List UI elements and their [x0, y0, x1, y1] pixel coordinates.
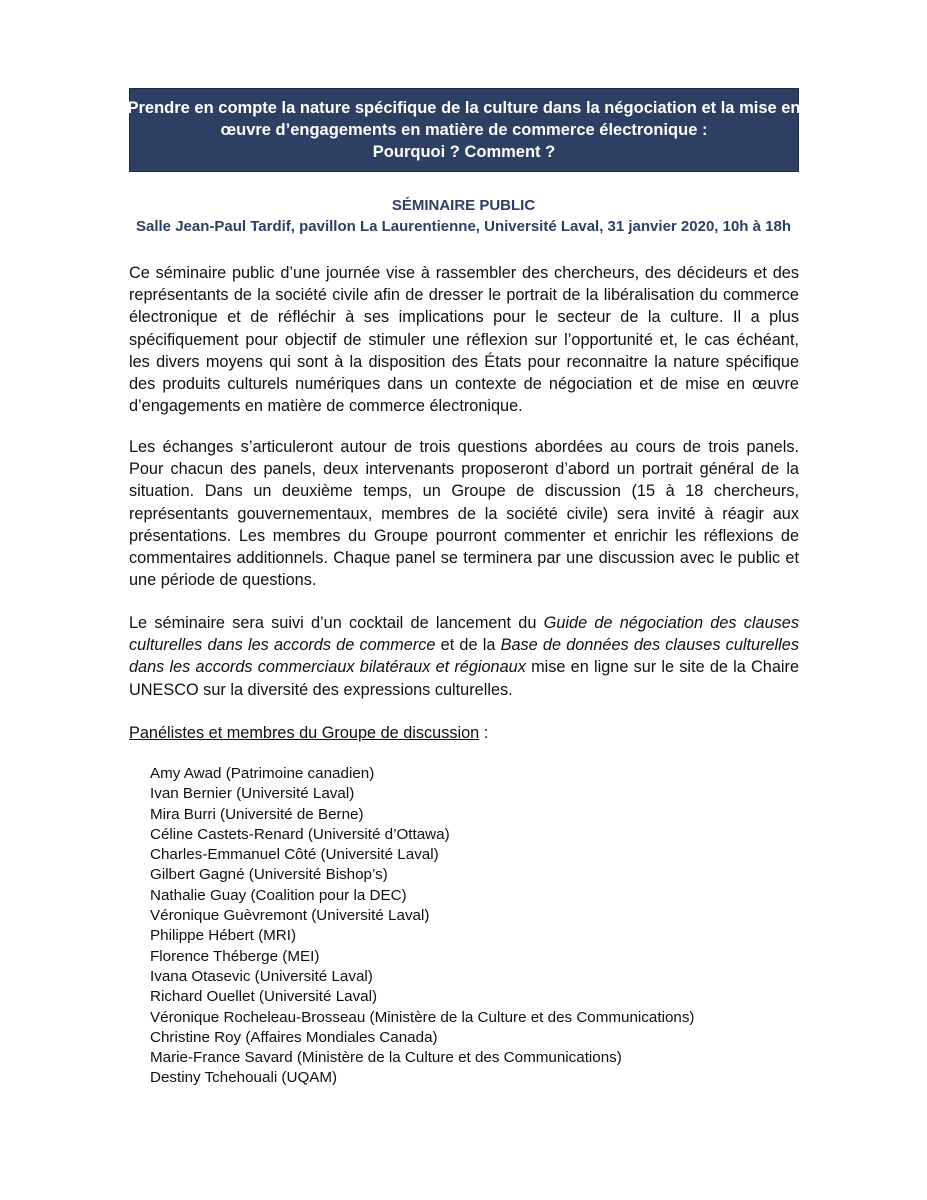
panel-heading-suffix: :: [479, 724, 489, 742]
member-item: Christine Roy (Affaires Mondiales Canada): [150, 1028, 438, 1046]
database-title: Base de données des clauses culturelles: [500, 636, 799, 655]
member-item: Philippe Hébert (MRI): [150, 927, 297, 945]
paragraph-line: [129, 656, 799, 678]
member-item: Amy Awad (Patrimoine canadien): [150, 765, 375, 782]
guide-title: Guide de négociation des clauses: [543, 614, 799, 632]
paragraph-line: UNESCO sur la diversité des expressions culturelles.: [129, 680, 513, 699]
paragraph-line: Ce séminaire public d’une journée vise à rassembler des chercheurs, des décideurs et des: [129, 264, 799, 282]
member-item: Gilbert Gagné (Université Bishop’s): [150, 866, 388, 884]
title-line-1: Prendre en compte la nature spécifique de la culture dans la négociation et la mise en: [127, 99, 801, 117]
paragraph-line: représentants gouvernementaux, membres de la société civile) sera invité à réagir aux: [129, 504, 799, 523]
title-banner: [129, 88, 799, 172]
member-item: Charles-Emmanuel Côté (Université Laval): [150, 846, 439, 864]
panel-heading: [129, 722, 799, 744]
member-item: Destiny Tchehouali (UQAM): [150, 1069, 338, 1087]
member-item: Richard Ouellet (Université Laval): [150, 988, 378, 1006]
members-list: [150, 764, 695, 1089]
paragraph-line: spécifiquement pour objectif de stimuler une réflexion sur l’opportunité et, le cas échéant,: [129, 330, 799, 349]
paragraph-line: des produits culturels numériques dans un contexte de négociation et de mise en œuvre: [129, 374, 799, 393]
paragraph-line: les divers moyens qui sont à la disposition des États pour reconnaitre la nature spécifique: [129, 352, 799, 371]
guide-title-cont: culturelles dans les accords de commerce: [129, 636, 436, 655]
paragraph-line: d’engagements en matière de commerce électronique.: [129, 397, 523, 416]
member-item: Nathalie Guay (Coalition pour la DEC): [150, 886, 407, 904]
member-item: Ivana Otasevic (Université Laval): [150, 967, 373, 985]
member-item: Céline Castets-Renard (Université d’Ottawa): [150, 825, 450, 843]
member-item: Véronique Guèvremont (Université Laval): [150, 907, 430, 925]
member-item: Ivan Bernier (Université Laval): [150, 785, 355, 803]
paragraph-line: Les échanges s’articuleront autour de trois questions abordées au cours de trois panels.: [129, 438, 799, 456]
member-item: Mira Burri (Université de Berne): [150, 805, 364, 823]
panel-heading-line: [129, 722, 799, 744]
title-line-3: Pourquoi ? Comment ?: [372, 143, 556, 161]
paragraph-line: Pour chacun des panels, deux intervenants proposeront d’abord un portrait général de la: [129, 460, 799, 479]
cocktail-paragraph: [129, 612, 799, 701]
title-line-2: œuvre d’engagements en matière de commerce électronique :: [220, 121, 708, 139]
intro-paragraph: [129, 262, 799, 417]
paragraph-line: [129, 634, 799, 656]
seminar-location: Salle Jean-Paul Tardif, pavillon La Laurentienne, Université Laval, 31 janvier 2020, 10h à 18h: [136, 218, 791, 235]
panel-heading-text: Panélistes et membres du Groupe de discussion: [129, 724, 480, 742]
panels-paragraph: [129, 436, 799, 591]
database-title-cont: dans les accords commerciaux bilatéraux et régionaux: [129, 658, 526, 677]
paragraph-text: mise en ligne sur le site de la Chaire: [525, 658, 799, 677]
member-item: Florence Théberge (MEI): [150, 947, 320, 965]
paragraph-text: et de la: [435, 636, 501, 655]
paragraph-text: Le séminaire sera suivi d’un cocktail de lancement du: [129, 614, 544, 632]
member-item: Marie-France Savard (Ministère de la Culture et des Communications): [150, 1049, 622, 1067]
paragraph-line: commentaires additionnels. Chaque panel se terminera par une discussion avec le public et: [129, 548, 799, 567]
paragraph-line: électronique et de réfléchir à ses implications pour le secteur de la culture. Il a plus: [129, 308, 799, 327]
paragraph-line: présentations. Les membres du Groupe pourront commenter et enrichir les réflexions de: [129, 526, 799, 545]
paragraph-line: une période de questions.: [129, 571, 317, 590]
paragraph-line: [129, 612, 799, 634]
paragraph-line: représentants de la société civile afin de dresser le portrait de la libéralisation du commerce: [129, 286, 799, 305]
member-item: Véronique Rocheleau-Brosseau (Ministère de la Culture et des Communications): [150, 1008, 695, 1026]
seminar-label: SÉMINAIRE PUBLIC: [391, 197, 536, 214]
paragraph-line: situation. Dans un deuxième temps, un Groupe de discussion (15 à 18 chercheurs,: [129, 482, 799, 501]
